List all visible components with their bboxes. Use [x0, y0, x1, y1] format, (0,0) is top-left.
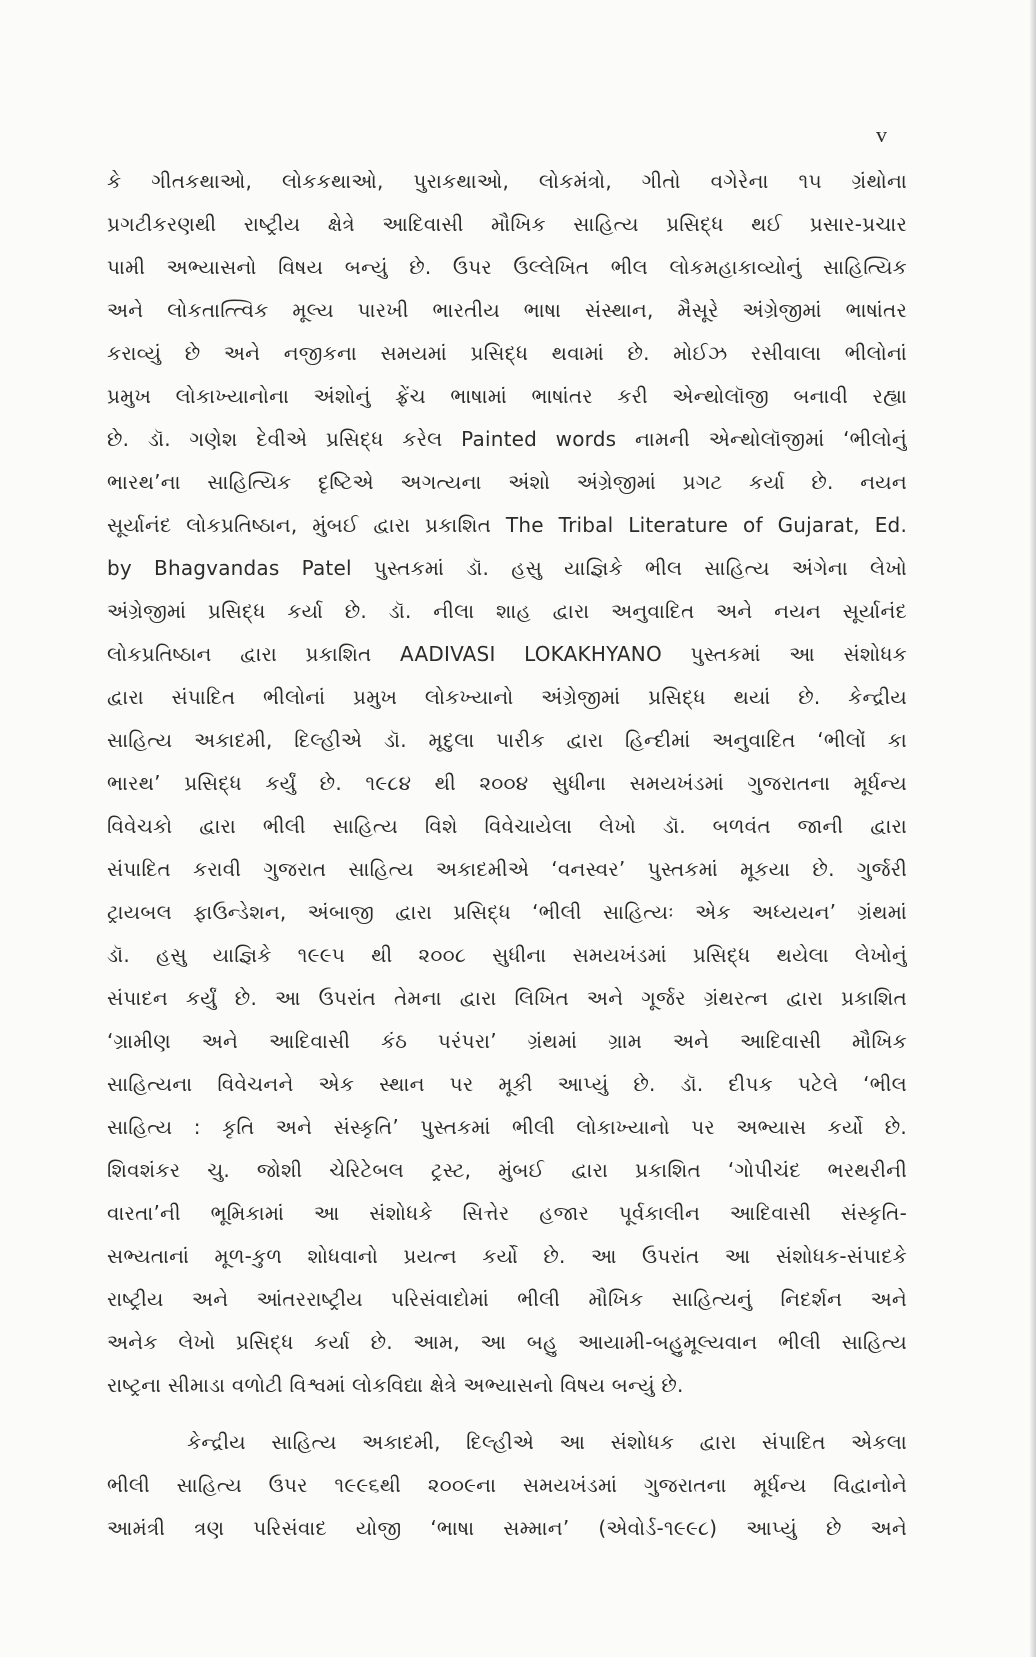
text-line: સભ્યતાનાં મૂળ-કુળ શોધવાનો પ્રયત્ન કર્યો છે. આ ઉપરાંત આ સંશોધક-સંપાદકે [107, 1244, 907, 1268]
page-number: v [876, 122, 887, 147]
text-line: રાષ્ટ્રીય અને આંતરરાષ્ટ્રીય પરિસંવાદોમાં ભીલી મૌખિક સાહિત્યનું નિદર્શન અને [107, 1287, 907, 1311]
text-line: દ્વારા સંપાદિત ભીલોનાં પ્રમુખ લોકખ્યાનો અંગ્રેજીમાં પ્રસિદ્ધ થયાં છે. કેન્દ્રીય [107, 685, 907, 709]
text-line: અંગ્રેજીમાં પ્રસિદ્ધ કર્યા છે. ડૉ. નીલા શાહ દ્વારા અનુવાદિત અને નયન સૂર્યાનંદ [107, 599, 907, 623]
text-line: પ્રમુખ લોકાખ્યાનોના અંશોનું ફ્રેંચ ભાષામાં ભાષાંતર કરી એન્થોલૉજી બનાવી રહ્યા [107, 384, 907, 408]
body-text [107, 160, 907, 1550]
page-edge-shadow [1030, 0, 1036, 1657]
paragraph-gap [107, 1407, 907, 1421]
text-line: પામી અભ્યાસનો વિષય બન્યું છે. ઉપર ઉલ્લેખિત ભીલ લોકમહાકાવ્યોનું સાહિત્યિક [107, 255, 907, 279]
text-line: છે. ડૉ. ગણેશ દેવીએ પ્રસિદ્ધ કરેલ Painted words નામની એન્થોલૉજીમાં ‘ભીલોનું [107, 427, 907, 451]
text-line: ભારથ’ના સાહિત્યિક દૃષ્ટિએ અગત્યના અંશો અંગ્રેજીમાં પ્રગટ કર્યા છે. નયન [107, 470, 907, 494]
text-line: પ્રગટીકરણથી રાષ્ટ્રીય ક્ષેત્રે આદિવાસી મૌખિક સાહિત્ય પ્રસિદ્ધ થઈ પ્રસાર-પ્રચાર [107, 212, 907, 236]
text-line: સૂર્યાનંદ લોકપ્રતિષ્ઠાન, મુંબઈ દ્વારા પ્રકાશિત The Tribal Literature of Gujarat, Ed. [107, 513, 907, 537]
text-line: કરાવ્યું છે અને નજીકના સમયમાં પ્રસિદ્ધ થવામાં છે. મોઈઝ રસીવાલા ભીલોનાં [107, 341, 907, 365]
text-line: કેન્દ્રીય સાહિત્ય અકાદમી, દિલ્હીએ આ સંશોધક દ્વારા સંપાદિત એકલા [187, 1430, 907, 1454]
paragraph-1 [107, 160, 907, 1407]
text-line: સાહિત્ય અકાદમી, દિલ્હીએ ડૉ. મૃદુલા પારીક દ્વારા હિન્દીમાં અનુવાદિત ‘ભીલોં કા [107, 728, 907, 752]
text-line: કે ગીતકથાઓ, લોકકથાઓ, પુરાકથાઓ, લોકમંત્રો, ગીતો વગેરેના ૧૫ ગ્રંથોના [107, 169, 907, 193]
text-line: શિવશંકર ચુ. જોશી ચેરિટેબલ ટ્રસ્ટ, મુંબઈ દ્વારા પ્રકાશિત ‘ગોપીચંદ ભરથરીની [107, 1158, 907, 1182]
text-line: વિવેચકો દ્વારા ભીલી સાહિત્ય વિશે વિવેચાયેલા લેખો ડૉ. બળવંત જાની દ્વારા [107, 814, 907, 838]
text-line: સંપાદિત કરાવી ગુજરાત સાહિત્ય અકાદમીએ ‘વનસ્વર’ પુસ્તકમાં મૂકયા છે. ગુર્જરી [107, 857, 907, 881]
text-line: લોકપ્રતિષ્ઠાન દ્વારા પ્રકાશિત AADIVASI LOKAKHYANO પુસ્તકમાં આ સંશોધક [107, 642, 907, 666]
text-line: આમંત્રી ત્રણ પરિસંવાદ યોજી ‘ભાષા સમ્માન’ (એવોર્ડ-૧૯૯૮) આપ્યું છે અને [107, 1516, 907, 1540]
text-line: સાહિત્ય : કૃતિ અને સંસ્કૃતિ’ પુસ્તકમાં ભીલી લોકાખ્યાનો પર અભ્યાસ કર્યો છે. [107, 1115, 907, 1139]
text-line: સંપાદન કર્યું છે. આ ઉપરાંત તેમના દ્વારા લિખિત અને ગૂર્જર ગ્રંથરત્ન દ્વારા પ્રકાશિત [107, 986, 907, 1010]
text-line: ડૉ. હસુ યાજ્ઞિકે ૧૯૯૫ થી ૨૦૦૮ સુધીના સમયખંડમાં પ્રસિદ્ધ થયેલા લેખોનું [107, 943, 907, 967]
text-line: અને લોકતાત્ત્વિક મૂલ્ય પારખી ભારતીય ભાષા સંસ્થાન, મૈસૂરે અંગ્રેજીમાં ભાષાંતર [107, 298, 907, 322]
paragraph-2 [107, 1421, 907, 1550]
text-line: અનેક લેખો પ્રસિદ્ધ કર્યા છે. આમ, આ બહુ આયામી-બહુમૂલ્યવાન ભીલી સાહિત્ય [107, 1330, 907, 1354]
text-line: ભીલી સાહિત્ય ઉપર ૧૯૯૬થી ૨૦૦૯ના સમયખંડમાં ગુજરાતના મૂર્ધન્ય વિદ્વાનોને [107, 1473, 907, 1497]
text-line: સાહિત્યના વિવેચનને એક સ્થાન પર મૂકી આપ્યું છે. ડૉ. દીપક પટેલે ‘ભીલ [107, 1072, 907, 1096]
text-line: રાષ્ટ્રના સીમાડા વળોટી વિશ્વમાં લોકવિદ્યા ક્ષેત્રે અભ્યાસનો વિષય બન્યું છે. [107, 1373, 684, 1397]
text-line: ભારથ’ પ્રસિદ્ધ કર્યું છે. ૧૯૮૪ થી ૨૦૦૪ સુધીના સમયખંડમાં ગુજરાતના મૂર્ધન્ય [107, 771, 907, 795]
text-line: વારતા’ની ભૂમિકામાં આ સંશોધકે સિત્તેર હજાર પૂર્વકાલીન આદિવાસી સંસ્કૃતિ- [107, 1201, 907, 1225]
text-line: ‘ગ્રામીણ અને આદિવાસી કંઠ પરંપરા’ ગ્રંથમાં ગ્રામ અને આદિવાસી મૌખિક [107, 1029, 907, 1053]
text-line: ટ્રાયબલ ફાઉન્ડેશન, અંબાજી દ્વારા પ્રસિદ્ધ ‘ભીલી સાહિત્યઃ એક અધ્યયન’ ગ્રંથમાં [107, 900, 907, 924]
text-line: by Bhagvandas Patel પુસ્તકમાં ડૉ. હસુ યાજ્ઞિકે ભીલ સાહિત્ય અંગેના લેખો [107, 556, 907, 580]
